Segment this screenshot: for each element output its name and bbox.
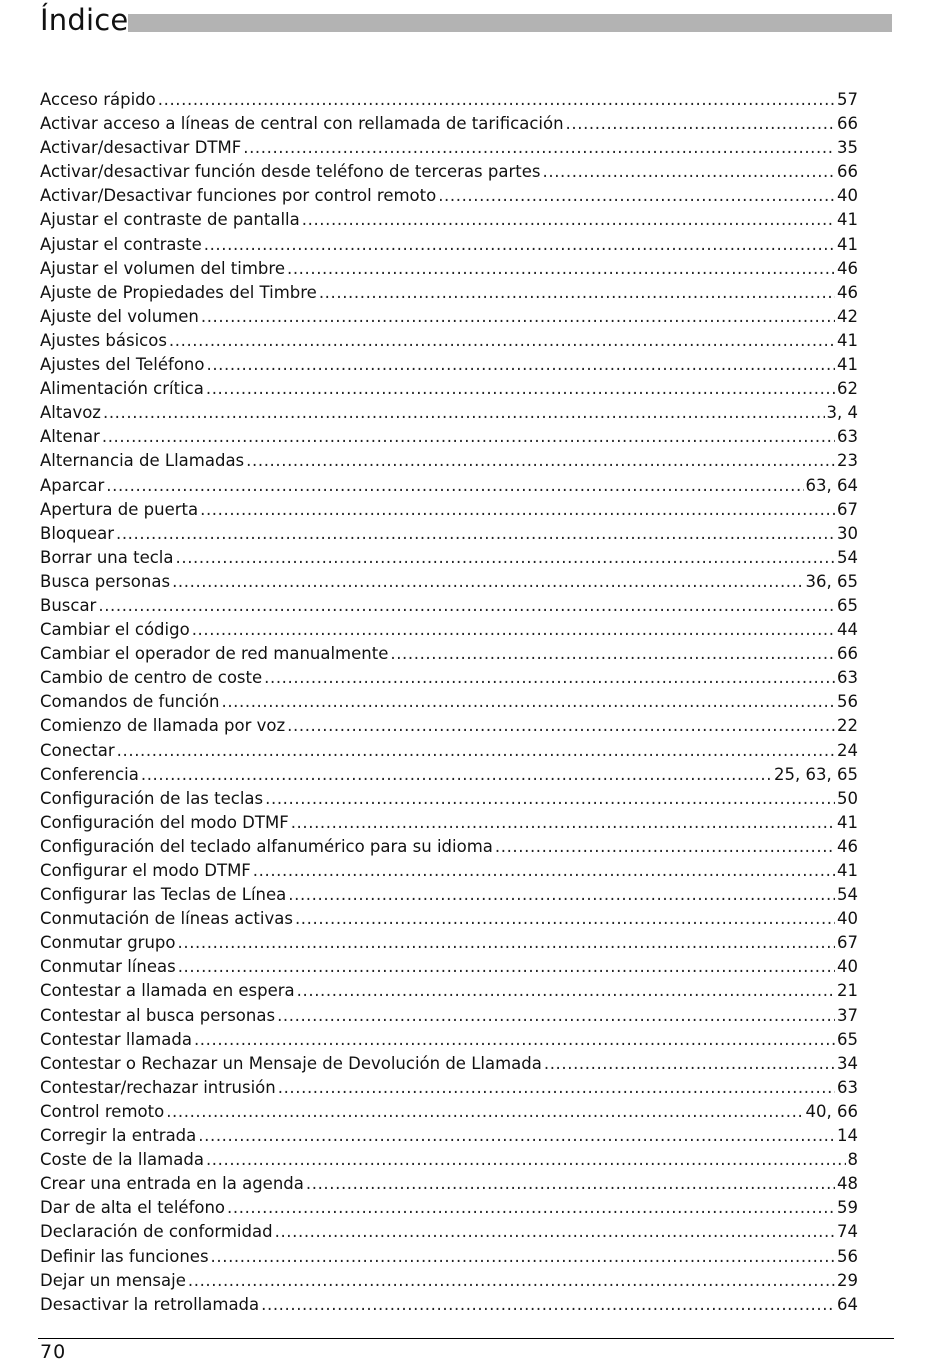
dot-leader: [194, 1028, 835, 1052]
index-entry-term: Activar/desactivar función desde teléfono de terceras partes: [40, 162, 541, 182]
index-entry-term: Conectar: [40, 740, 115, 760]
index-entry: [40, 1148, 858, 1172]
dot-leader: [495, 835, 835, 859]
page-header: [40, 0, 892, 46]
index-entry-term: Bloquear: [40, 523, 114, 543]
index-entry-term: Control remoto: [40, 1101, 165, 1121]
dot-leader: [243, 136, 835, 160]
dot-leader: [201, 305, 835, 329]
index-entry-term: Cambiar el código: [40, 620, 190, 640]
index-entry: [40, 931, 858, 955]
dot-leader: [543, 160, 836, 184]
dot-leader: [261, 1293, 835, 1317]
index-entry-page: 40: [837, 186, 858, 206]
index-entry-page: 40: [837, 909, 858, 929]
index-entry: [40, 546, 858, 570]
index-entry: [40, 642, 858, 666]
index-entry-term: Comienzo de llamada por voz: [40, 716, 286, 736]
dot-leader: [204, 233, 835, 257]
index-entry-page: 46: [837, 258, 858, 278]
index-entry-page: 48: [837, 1174, 858, 1194]
dot-leader: [390, 642, 835, 666]
index-entry-term: Ajuste del volumen: [40, 306, 199, 326]
index-entry-term: Desactivar la retrollamada: [40, 1294, 260, 1314]
index-entry-page: 56: [837, 1246, 858, 1266]
index-entry-page: 59: [837, 1198, 858, 1218]
index-entry-page: 41: [837, 234, 858, 254]
index-entry-term: Crear una entrada en la agenda: [40, 1174, 304, 1194]
index-entry: [40, 1076, 858, 1100]
index-entry-term: Configurar las Teclas de Línea: [40, 885, 287, 905]
index-entry-term: Contestar al busca personas: [40, 1005, 276, 1025]
index-entry-term: Aparcar: [40, 475, 105, 495]
index-entry: [40, 377, 858, 401]
index-entry-page: 41: [837, 210, 858, 230]
index-entry: [40, 1196, 858, 1220]
index-entry-page: 66: [837, 644, 858, 664]
index-entry: [40, 112, 858, 136]
index-entry-page: 63: [837, 1077, 858, 1097]
dot-leader: [169, 329, 835, 353]
index-entry-page: 67: [837, 933, 858, 953]
index-entry-term: Conmutar líneas: [40, 957, 176, 977]
dot-leader: [172, 570, 803, 594]
dot-leader: [544, 1052, 835, 1076]
index-entry: [40, 208, 858, 232]
index-entry-term: Contestar/rechazar intrusión: [40, 1077, 276, 1097]
index-entry: [40, 136, 858, 160]
index-entry-term: Cambio de centro de coste: [40, 668, 263, 688]
index-entry: [40, 1100, 858, 1124]
index-entry-term: Activar/Desactivar funciones por control remoto: [40, 186, 437, 206]
index-entry-term: Coste de la llamada: [40, 1150, 204, 1170]
index-entry: [40, 787, 858, 811]
index-entry-term: Buscar: [40, 595, 97, 615]
index-entry: [40, 281, 858, 305]
index-entry: [40, 401, 858, 425]
index-entry-term: Alternancia de Llamadas: [40, 451, 245, 471]
dot-leader: [178, 955, 835, 979]
dot-leader: [166, 1100, 803, 1124]
index-entry: [40, 666, 858, 690]
index-list: [40, 88, 858, 1317]
index-entry-term: Acceso rápido: [40, 90, 156, 109]
index-entry-term: Borrar una tecla: [40, 547, 174, 567]
index-entry: [40, 690, 858, 714]
dot-leader: [176, 546, 836, 570]
dot-leader: [275, 1220, 835, 1244]
index-entry-page: 63: [837, 427, 858, 447]
index-entry-page: 36, 65: [805, 571, 858, 591]
index-entry-page: 63, 64: [805, 475, 858, 495]
index-entry-term: Configuración del modo DTMF: [40, 812, 289, 832]
index-entry-term: Ajuste de Propiedades del Timbre: [40, 282, 317, 302]
index-entry: [40, 449, 858, 473]
dot-leader: [277, 1004, 835, 1028]
dot-leader: [246, 449, 835, 473]
page-title: Índice: [40, 3, 129, 37]
index-entry-page: 41: [837, 812, 858, 832]
index-entry-page: 23: [837, 451, 858, 471]
index-entry: [40, 1028, 858, 1052]
index-entry: [40, 907, 858, 931]
index-entry: [40, 883, 858, 907]
index-entry: [40, 1004, 858, 1028]
dot-leader: [221, 690, 835, 714]
dot-leader: [103, 401, 825, 425]
dot-leader: [102, 425, 835, 449]
index-entry-page: 42: [837, 306, 858, 326]
index-entry-term: Conmutación de líneas activas: [40, 909, 293, 929]
index-entry: [40, 305, 858, 329]
index-entry-term: Configurar el modo DTMF: [40, 861, 251, 880]
index-entry: [40, 522, 858, 546]
index-entry: [40, 257, 858, 281]
index-entry-page: 3, 4: [826, 403, 858, 423]
dot-leader: [319, 281, 835, 305]
index-entry-term: Contestar llamada: [40, 1029, 192, 1049]
dot-leader: [200, 498, 835, 522]
dot-leader: [116, 522, 835, 546]
index-entry: [40, 1293, 858, 1317]
index-entry-term: Altavoz: [40, 403, 101, 423]
index-entry: [40, 1220, 858, 1244]
index-entry-page: 63: [837, 668, 858, 688]
index-entry-term: Dar de alta el teléfono: [40, 1198, 226, 1218]
index-entry-page: 56: [837, 692, 858, 712]
dot-leader: [302, 208, 835, 232]
dot-leader: [192, 618, 835, 642]
dot-leader: [106, 474, 803, 498]
index-entry-page: 40: [837, 957, 858, 977]
index-entry: [40, 594, 858, 618]
header-rule-bar: [128, 14, 892, 32]
index-entry-term: Contestar o Rechazar un Mensaje de Devolución de Llamada: [40, 1053, 542, 1073]
dot-leader: [141, 763, 772, 787]
index-entry: [40, 329, 858, 353]
index-entry-term: Altenar: [40, 427, 100, 447]
index-entry: [40, 160, 858, 184]
index-entry: [40, 811, 858, 835]
dot-leader: [206, 353, 835, 377]
index-entry-term: Ajustar el contraste: [40, 234, 202, 254]
dot-leader: [306, 1172, 835, 1196]
dot-leader: [227, 1196, 835, 1220]
index-entry: [40, 570, 858, 594]
index-entry-term: Ajustar el contraste de pantalla: [40, 210, 300, 230]
index-entry-term: Activar acceso a líneas de central con rellamada de tarificación: [40, 114, 564, 134]
index-entry-term: Definir las funciones: [40, 1246, 209, 1266]
index-entry-page: 40, 66: [805, 1101, 858, 1121]
index-entry-page: 41: [837, 330, 858, 350]
index-entry-term: Configuración de las teclas: [40, 788, 264, 808]
index-entry: [40, 859, 858, 883]
index-entry-page: 22: [837, 716, 858, 736]
index-entry-page: 66: [837, 162, 858, 182]
index-entry-term: Cambiar el operador de red manualmente: [40, 644, 389, 664]
dot-leader: [117, 739, 835, 763]
dot-leader: [288, 883, 835, 907]
index-entry-term: Ajustes del Teléfono: [40, 355, 205, 375]
index-entry-term: Comandos de función: [40, 692, 220, 712]
index-entry-page: 54: [837, 547, 858, 567]
index-entry-page: 64: [837, 1294, 858, 1314]
index-entry-term: Busca personas: [40, 571, 171, 591]
index-entry-term: Apertura de puerta: [40, 499, 199, 519]
index-entry-page: 62: [837, 379, 858, 399]
index-entry: [40, 714, 858, 738]
index-entry: [40, 353, 858, 377]
index-entry-page: 44: [837, 620, 858, 640]
dot-leader: [291, 811, 835, 835]
index-entry-page: 41: [837, 355, 858, 375]
index-entry-term: Activar/desactivar DTMF: [40, 138, 242, 158]
index-entry: [40, 425, 858, 449]
index-entry-term: Conmutar grupo: [40, 933, 176, 953]
dot-leader: [287, 714, 835, 738]
dot-leader: [287, 257, 835, 281]
index-entry: [40, 739, 858, 763]
index-entry-page: 46: [837, 282, 858, 302]
dot-leader: [295, 907, 835, 931]
index-entry: [40, 184, 858, 208]
index-entry: [40, 1245, 858, 1269]
index-entry-page: 74: [837, 1222, 858, 1242]
index-entry-term: Dejar un mensaje: [40, 1270, 186, 1290]
index-entry-term: Ajustes básicos: [40, 330, 167, 350]
dot-leader: [178, 931, 836, 955]
index-entry: [40, 1269, 858, 1293]
index-entry-page: 8: [847, 1150, 858, 1170]
index-entry-page: 29: [837, 1270, 858, 1290]
index-entry: [40, 618, 858, 642]
dot-leader: [253, 859, 835, 883]
index-entry-page: 54: [837, 885, 858, 905]
index-entry-page: 66: [837, 114, 858, 134]
index-entry-term: Declaración de conformidad: [40, 1222, 273, 1242]
index-entry: [40, 1172, 858, 1196]
index-entry-page: 65: [837, 1029, 858, 1049]
index-entry-page: 34: [837, 1053, 858, 1073]
index-entry: [40, 763, 858, 787]
index-entry-page: 41: [837, 861, 858, 880]
index-entry: [40, 474, 858, 498]
index-entry-term: Configuración del teclado alfanumérico para su idioma: [40, 836, 493, 856]
dot-leader: [158, 88, 835, 112]
index-entry-page: 30: [837, 523, 858, 543]
dot-leader: [206, 377, 835, 401]
dot-leader: [264, 666, 835, 690]
page-number: 70: [40, 1341, 67, 1363]
footer-rule: [38, 1338, 894, 1339]
index-entry: [40, 979, 858, 1003]
index-entry-page: 14: [837, 1126, 858, 1146]
index-entry: [40, 835, 858, 859]
index-entry-term: Alimentación crítica: [40, 379, 204, 399]
dot-leader: [278, 1076, 835, 1100]
index-entry-term: Ajustar el volumen del timbre: [40, 258, 285, 278]
dot-leader: [438, 184, 835, 208]
index-entry: [40, 1052, 858, 1076]
index-entry-term: Conferencia: [40, 764, 139, 784]
index-entry-page: 25, 63, 65: [774, 764, 858, 784]
index-entry: [40, 233, 858, 257]
index-entry-term: Corregir la entrada: [40, 1126, 197, 1146]
index-entry: [40, 88, 858, 112]
index-entry-page: 24: [837, 740, 858, 760]
index-entry: [40, 955, 858, 979]
dot-leader: [206, 1148, 846, 1172]
dot-leader: [211, 1245, 835, 1269]
dot-leader: [297, 979, 835, 1003]
index-entry-page: 50: [837, 788, 858, 808]
index-entry-page: 65: [837, 595, 858, 615]
dot-leader: [265, 787, 835, 811]
dot-leader: [198, 1124, 835, 1148]
dot-leader: [188, 1269, 835, 1293]
index-entry-page: 67: [837, 499, 858, 519]
index-entry-page: 35: [837, 138, 858, 158]
index-entry-page: 37: [837, 1005, 858, 1025]
index-entry-term: Contestar a llamada en espera: [40, 981, 295, 1001]
index-entry-page: 46: [837, 836, 858, 856]
index-entry-page: 21: [837, 981, 858, 1001]
dot-leader: [566, 112, 835, 136]
index-entry: [40, 498, 858, 522]
index-entry: [40, 1124, 858, 1148]
index-entry-page: 57: [837, 90, 858, 109]
dot-leader: [98, 594, 835, 618]
